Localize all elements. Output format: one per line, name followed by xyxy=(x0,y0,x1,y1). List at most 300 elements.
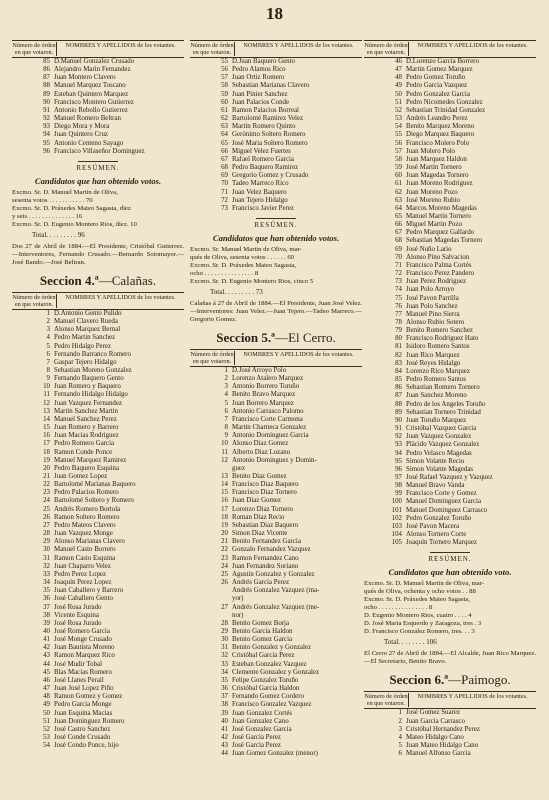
voter-number: 6 xyxy=(398,750,402,758)
candidates-title: Candidatos que han obtenido votos. xyxy=(34,175,162,186)
voter-name: Gerónimo Soltero Romero xyxy=(232,131,306,139)
voter-name: Cristóbal Garcia Perez xyxy=(232,652,295,660)
voter-number: 60 xyxy=(395,172,402,180)
voter-name: José Reyes Hidalgo xyxy=(406,359,461,367)
voter-name: José Garcia Perez xyxy=(232,742,281,750)
voter-number: 12 xyxy=(43,399,50,407)
voter-name: Pedro Perez Lopez xyxy=(54,570,107,578)
voter-number: 43 xyxy=(221,742,228,750)
voter-name: José Gomez Suarez xyxy=(406,709,460,717)
result-line: sesenta votos . . . . . . . . . . . 70 xyxy=(12,196,93,204)
voter-number: 56 xyxy=(395,139,402,147)
voter-row xyxy=(364,718,536,726)
voter-row xyxy=(190,440,362,448)
voter-number: 88 xyxy=(395,400,402,408)
voter-number: 71 xyxy=(221,188,228,196)
voter-number: 62 xyxy=(395,188,402,196)
voter-name: Lorenzo Diaz Tornero xyxy=(232,505,293,513)
voter-number: 69 xyxy=(221,172,228,180)
voter-name: D.José Arroyo Polo xyxy=(232,366,287,374)
names-header: NOMBRES Y APELLIDOS de los votantes. xyxy=(417,693,528,701)
voter-row xyxy=(12,115,184,123)
voter-row xyxy=(12,400,184,408)
voter-row xyxy=(190,383,362,391)
voter-number: 43 xyxy=(43,652,50,660)
voter-name: Fernando Barranco Romero xyxy=(54,350,131,358)
voter-number: 64 xyxy=(221,131,228,139)
voter-number: 7 xyxy=(46,358,50,366)
voter-row xyxy=(190,734,362,742)
order-header: Número de órden en que votaron. xyxy=(12,293,56,308)
voter-row xyxy=(12,522,184,530)
voter-name: Francisco Rodriguez Hato xyxy=(406,335,479,343)
voter-row xyxy=(190,164,362,172)
voter-name: Juan Fernandez Soriano xyxy=(232,562,299,570)
voter-name: Francisco Javier Perez xyxy=(232,204,294,212)
voter-number: 32 xyxy=(221,652,228,660)
voter-number: 45 xyxy=(43,668,50,676)
voter-row xyxy=(364,507,536,515)
voter-list xyxy=(12,310,184,750)
voter-name: Juan Dominguez Romero xyxy=(54,717,125,725)
voter-name: José Mudir Tobal xyxy=(54,660,103,668)
voter-row xyxy=(364,409,536,417)
voter-name: Roman Diaz Recio xyxy=(232,513,285,521)
voter-row xyxy=(12,628,184,636)
voter-row xyxy=(190,522,362,530)
voter-name: Andrés Gonzalez Vazquez (ma- xyxy=(232,587,320,595)
voter-name: Benito Gonzalez y Gonzalez xyxy=(232,644,312,652)
voter-number: 28 xyxy=(43,530,50,538)
voter-name: Francisco Palma Cortés xyxy=(406,261,472,269)
voter-row xyxy=(364,401,536,409)
voter-list xyxy=(364,58,536,547)
voter-row xyxy=(12,375,184,383)
voter-row xyxy=(12,652,184,660)
voter-number: 39 xyxy=(43,619,50,627)
voter-row xyxy=(364,156,536,164)
voter-name: Benito Garcia Haldon xyxy=(232,627,293,635)
voter-row xyxy=(12,131,184,139)
voter-name: Joaquin Tornero Marquez xyxy=(406,539,477,547)
closing-paragraph: Calañas á 27 de Abril de 1884.—El Presidente, Juan José Velez.—Interventores: Juan Velez.—Juan Tejero.—Tadeo Marreco.—Gregorio Gomez. xyxy=(190,299,362,323)
order-header: Número de órden en que votaron. xyxy=(364,693,408,708)
voter-row xyxy=(12,514,184,522)
voter-number: 47 xyxy=(395,66,402,74)
voter-name: Pedro Romero Santos xyxy=(406,376,467,384)
voter-name: Lorenzo Atalero Marquez xyxy=(232,375,304,383)
voter-name: Sebastian Romero Tornero xyxy=(406,384,480,392)
voter-name: Francisco Montero Gutierrez xyxy=(54,98,134,106)
result-line: D. Eugenio Montero Rios, cuatro . . . . 4 xyxy=(364,612,472,620)
voter-number: 23 xyxy=(43,489,50,497)
voter-number: 2 xyxy=(224,375,228,383)
voter-number: 24 xyxy=(43,497,50,505)
voter-name: Juan Chaparro Velez xyxy=(54,562,111,570)
voter-row xyxy=(12,123,184,131)
voter-number: 93 xyxy=(43,123,50,131)
voter-number xyxy=(190,595,232,603)
voter-row xyxy=(364,107,536,115)
voter-row xyxy=(12,473,184,481)
voter-row xyxy=(364,327,536,335)
voter-list xyxy=(364,709,536,758)
voter-number: 1 xyxy=(46,309,50,317)
voter-number: 78 xyxy=(395,319,402,326)
voter-number: 21 xyxy=(221,538,228,546)
voter-row xyxy=(190,693,362,701)
voter-name: Alonso Pino Salvacion xyxy=(406,253,470,261)
voter-row xyxy=(364,750,536,758)
voter-number: 41 xyxy=(43,636,50,644)
voter-number: 10 xyxy=(221,440,228,448)
voter-name: Manuel Sanchez Perez xyxy=(54,415,117,423)
voter-name: Martin Charneca Gonzalez xyxy=(232,424,307,432)
voter-row xyxy=(12,718,184,726)
voter-number: 54 xyxy=(43,742,50,750)
voter-number: 34 xyxy=(221,668,228,676)
candidates-title: Candidatos que han obtenido votos. xyxy=(212,232,340,243)
column-1 xyxy=(12,40,184,750)
voter-number: 20 xyxy=(43,464,50,472)
voter-row xyxy=(190,131,362,139)
voter-number: 67 xyxy=(395,229,402,237)
voter-name: Juan Gonzalez Cortés xyxy=(232,709,293,717)
voter-name: Antonio Carrasco Palomo xyxy=(232,407,304,415)
voter-number: 6 xyxy=(46,350,50,358)
voter-row xyxy=(190,644,362,652)
voter-row xyxy=(364,319,536,327)
voter-row xyxy=(12,318,184,326)
voter-row xyxy=(12,742,184,750)
voter-name: Esteban Quintero Marquez xyxy=(54,90,129,98)
voter-number: 15 xyxy=(43,424,50,432)
voter-number: 99 xyxy=(395,490,402,498)
closing-paragraph: El Cerro 27 de Abril de 1884.—El Alcalde, Juan Rico Marquez.—El Secretario, Benito Bravo. xyxy=(364,650,536,666)
voter-name: Bartolomé Ramirez Velez xyxy=(232,115,304,123)
voter-row xyxy=(12,66,184,74)
voter-name: Fernando Hidalgo Hidalgo xyxy=(54,391,128,399)
voter-name: Pedro Hidalgo Perez xyxy=(54,342,112,350)
voter-row xyxy=(364,384,536,392)
voter-row xyxy=(364,433,536,441)
voter-number: 77 xyxy=(395,310,402,318)
voter-number: 46 xyxy=(43,676,50,684)
voter-name: Juan Vazquez Fernandez xyxy=(54,399,122,407)
voter-row xyxy=(364,376,536,384)
voter-row xyxy=(364,458,536,466)
voter-name: Benito Romero Sanchez xyxy=(406,327,473,335)
voter-number: 21 xyxy=(43,473,50,480)
order-header: Número de órden en que votaron. xyxy=(12,42,56,56)
voter-number: 74 xyxy=(395,286,402,294)
voter-name: Sebastian Trinidad Gonzalez xyxy=(406,106,486,114)
voter-number: 34 xyxy=(43,579,50,587)
voter-row xyxy=(190,669,362,677)
voter-row xyxy=(364,66,536,74)
voter-row xyxy=(364,352,536,360)
voter-number: 93 xyxy=(395,441,402,449)
voter-name: Antonio Borrero Toruño xyxy=(232,383,300,391)
voter-name: Juan Moreno Rodriguez xyxy=(406,180,473,188)
voter-number: 42 xyxy=(221,734,228,741)
voter-name: José Martin Tornero xyxy=(406,164,462,172)
voter-row xyxy=(364,425,536,433)
voter-row xyxy=(364,270,536,278)
voter-number: 97 xyxy=(395,473,402,481)
voter-number: 56 xyxy=(221,66,228,74)
voter-number: 92 xyxy=(395,433,402,441)
voter-number: 73 xyxy=(221,204,228,212)
column-header xyxy=(190,349,362,367)
voter-number: 9 xyxy=(46,375,50,383)
voter-number: 59 xyxy=(395,164,402,172)
voter-number xyxy=(190,587,232,595)
voter-number: 17 xyxy=(43,440,50,448)
voter-row xyxy=(12,408,184,416)
voter-row xyxy=(190,66,362,74)
voter-number: 25 xyxy=(221,570,228,578)
voter-row xyxy=(364,213,536,221)
voter-number: 100 xyxy=(391,498,402,506)
voter-number: 55 xyxy=(221,58,228,65)
voter-row xyxy=(190,99,362,107)
voter-number: 26 xyxy=(43,513,50,521)
voter-row xyxy=(12,726,184,734)
voter-name: Alejandro Marin Fernandez xyxy=(54,66,131,74)
voter-name: Gonzalo Fernandez Vazquez xyxy=(232,546,311,554)
voter-number: 98 xyxy=(395,482,402,490)
voter-name: Simon Diaz Vicente xyxy=(232,530,288,538)
voter-number: 89 xyxy=(395,408,402,416)
voter-row xyxy=(12,734,184,742)
voter-number: 65 xyxy=(395,212,402,220)
voter-number: 19 xyxy=(221,521,228,529)
voter-name: José Moreno Rubio xyxy=(406,196,460,204)
voter-row xyxy=(190,391,362,399)
candidates-title: Candidatos que han obtenido voto. xyxy=(388,567,512,578)
voter-row xyxy=(12,571,184,579)
voter-row xyxy=(190,506,362,514)
voter-row xyxy=(364,360,536,368)
voter-number: 18 xyxy=(43,448,50,456)
voter-number: 50 xyxy=(395,90,402,98)
voter-row xyxy=(12,310,184,318)
voter-name: Francisco Gonzalez Vazquez xyxy=(232,701,312,709)
voter-name: Juan Garcia Carrasco xyxy=(406,717,465,725)
voter-number: 14 xyxy=(221,481,228,489)
voter-number: 50 xyxy=(43,709,50,717)
voter-name: Marcos Moreno Magedas xyxy=(406,204,477,212)
voter-row xyxy=(12,74,184,82)
voter-name: Pedro Gonzalez Garcia xyxy=(406,90,470,98)
voter-row xyxy=(12,538,184,546)
voter-number xyxy=(190,465,232,473)
voter-number: 22 xyxy=(43,481,50,489)
results-list xyxy=(12,189,184,229)
result-line: ocho . . . . . . . . . . . . . . . 8 xyxy=(190,269,259,277)
voter-row xyxy=(190,197,362,205)
voter-number: 91 xyxy=(43,106,50,114)
voter-row xyxy=(190,530,362,538)
voter-number: 18 xyxy=(221,513,228,521)
voter-number: 6 xyxy=(224,407,228,415)
voter-row xyxy=(364,82,536,90)
column-3 xyxy=(364,40,536,758)
results-list xyxy=(190,246,362,286)
voter-name: Juan Palacios Conde xyxy=(232,98,290,106)
voter-number: 31 xyxy=(221,644,228,652)
voter-row xyxy=(190,107,362,115)
voter-name: Cristóbal Hernandez Perez xyxy=(406,725,480,733)
voter-row xyxy=(364,490,536,498)
voter-row xyxy=(190,432,362,440)
voter-name: Ramon Casto Esquina xyxy=(54,554,116,562)
voter-row xyxy=(364,205,536,213)
voter-row xyxy=(364,74,536,82)
voter-number: 36 xyxy=(221,685,228,693)
voter-number: 66 xyxy=(395,221,402,229)
voter-number: 10 xyxy=(43,383,50,391)
section-label: Seccion 4.ª xyxy=(39,272,99,288)
page-number: 18 xyxy=(266,4,283,23)
voter-number: 12 xyxy=(221,456,228,464)
voter-number: 36 xyxy=(43,595,50,603)
voter-number: 5 xyxy=(224,399,228,407)
voter-number: 59 xyxy=(221,90,228,98)
voter-name: Pedro Martin Sanchez xyxy=(54,334,116,342)
voter-name: Antonio Dominguez Garcia xyxy=(232,432,309,440)
voter-name: Andrés Garcia Perez xyxy=(232,579,290,587)
voter-row xyxy=(190,172,362,180)
voter-number: 68 xyxy=(221,164,228,172)
voter-name: Benito Gomez Garcia xyxy=(232,636,293,644)
summary-title: RESÚMEN. xyxy=(12,161,184,172)
voter-row xyxy=(364,498,536,506)
voter-number: 24 xyxy=(221,562,228,570)
voter-row xyxy=(364,262,536,270)
summary-title: RESÚMEN. xyxy=(364,552,536,563)
voter-row xyxy=(190,718,362,726)
voter-row xyxy=(364,482,536,490)
voter-number: 86 xyxy=(395,384,402,392)
voter-number: 57 xyxy=(221,74,228,82)
voter-row xyxy=(12,58,184,66)
names-header: NOMBRES Y APELLIDOS de los votantes. xyxy=(243,350,354,358)
voter-number: 25 xyxy=(43,505,50,513)
voter-row xyxy=(364,523,536,531)
voter-name: Ramon Conde Ponce xyxy=(54,448,113,456)
voter-row xyxy=(190,58,362,66)
voter-name: Pedro Gonzalez Toruño xyxy=(406,514,472,522)
voter-row xyxy=(190,473,362,481)
voter-name: Juan Tejero Hidalgo xyxy=(232,196,288,204)
voter-number: 4 xyxy=(224,391,228,399)
voter-number: 90 xyxy=(395,416,402,424)
voter-number: 20 xyxy=(221,530,228,538)
voter-number: 28 xyxy=(221,619,228,627)
voter-name: Manuel Dominguez Garcia xyxy=(406,498,482,506)
voter-number: 3 xyxy=(398,725,402,733)
voter-number: 60 xyxy=(221,98,228,106)
voter-name: Juan Caballero y Barrero xyxy=(54,587,124,595)
voter-number: 70 xyxy=(221,180,228,188)
voter-name: José Pavon Parrilla xyxy=(406,294,459,302)
voter-row xyxy=(364,58,536,66)
voter-name: Juan Gomez Gonzalez (menor) xyxy=(232,750,318,758)
voter-name: Ramon Marquez Rico xyxy=(54,652,115,660)
voter-name: guez xyxy=(232,464,246,472)
order-header: Número de órden en que votaron. xyxy=(190,42,234,56)
voter-name: Juan Velez Baquero xyxy=(232,188,287,196)
voter-row xyxy=(12,579,184,587)
voter-name: Pedro Nicomedes Gonzalez xyxy=(406,98,483,106)
voter-row xyxy=(190,710,362,718)
voter-number: 65 xyxy=(221,139,228,147)
summary-title: RESÚMEN. xyxy=(190,218,362,229)
voter-row xyxy=(12,555,184,563)
section-heading xyxy=(190,330,362,346)
voter-name: Manuel Casto Borrero xyxy=(54,546,116,554)
voter-name: Bartolomé Marianas Baquero xyxy=(54,481,136,489)
voter-row xyxy=(190,538,362,546)
voter-list xyxy=(190,58,362,213)
section-name: —Calañas. xyxy=(98,272,157,288)
voter-number: 38 xyxy=(43,611,50,619)
voter-row xyxy=(364,237,536,245)
voter-name: Cristóbal Garcia Haldon xyxy=(232,685,300,693)
voter-name: D.Manuel Gonzalez Crusado xyxy=(54,58,135,65)
voter-number: 92 xyxy=(43,115,50,123)
voter-number: 63 xyxy=(221,123,228,131)
voter-row xyxy=(12,620,184,628)
voter-number: 72 xyxy=(395,270,402,278)
result-line: y seis . . . . . . . . . . . . . . 16 xyxy=(12,212,83,220)
voter-number: 54 xyxy=(395,123,402,131)
voter-row xyxy=(364,99,536,107)
voter-row xyxy=(364,539,536,547)
voter-row xyxy=(190,750,362,758)
result-line: Excmo. Sr. D. Práxedes Mateo Sagasta, xyxy=(364,596,471,604)
voter-number: 4 xyxy=(398,733,402,741)
voter-row xyxy=(12,148,184,156)
voter-number: 51 xyxy=(43,717,50,725)
voter-number: 3 xyxy=(224,383,228,391)
voter-row xyxy=(12,595,184,603)
voter-name: Blas Macias Romero xyxy=(54,668,112,676)
voter-name: Martin Romero Quinto xyxy=(232,123,296,131)
voter-number: 61 xyxy=(221,106,228,114)
voter-name: José Pavon Macera xyxy=(406,522,460,530)
voter-name: Benito Gomez Borja xyxy=(232,619,290,627)
order-header: Número de órden en que votaron. xyxy=(190,350,234,365)
voter-number: 16 xyxy=(43,432,50,440)
voter-name: Manuel Pino Sierra xyxy=(406,310,460,318)
voter-name: yor) xyxy=(232,595,244,603)
voter-name: Sebastian Marianas Clavero xyxy=(232,82,310,90)
voter-name: Juan Moreno Pozo xyxy=(406,188,458,196)
voter-row xyxy=(190,579,362,587)
voter-row xyxy=(190,489,362,497)
voter-number: 11 xyxy=(43,391,50,399)
voter-row xyxy=(190,701,362,709)
voter-row xyxy=(190,205,362,213)
voter-number: 19 xyxy=(43,456,50,464)
voter-number: 73 xyxy=(395,278,402,286)
voter-number: 52 xyxy=(43,725,50,733)
voter-row xyxy=(364,172,536,180)
voter-row xyxy=(364,734,536,742)
